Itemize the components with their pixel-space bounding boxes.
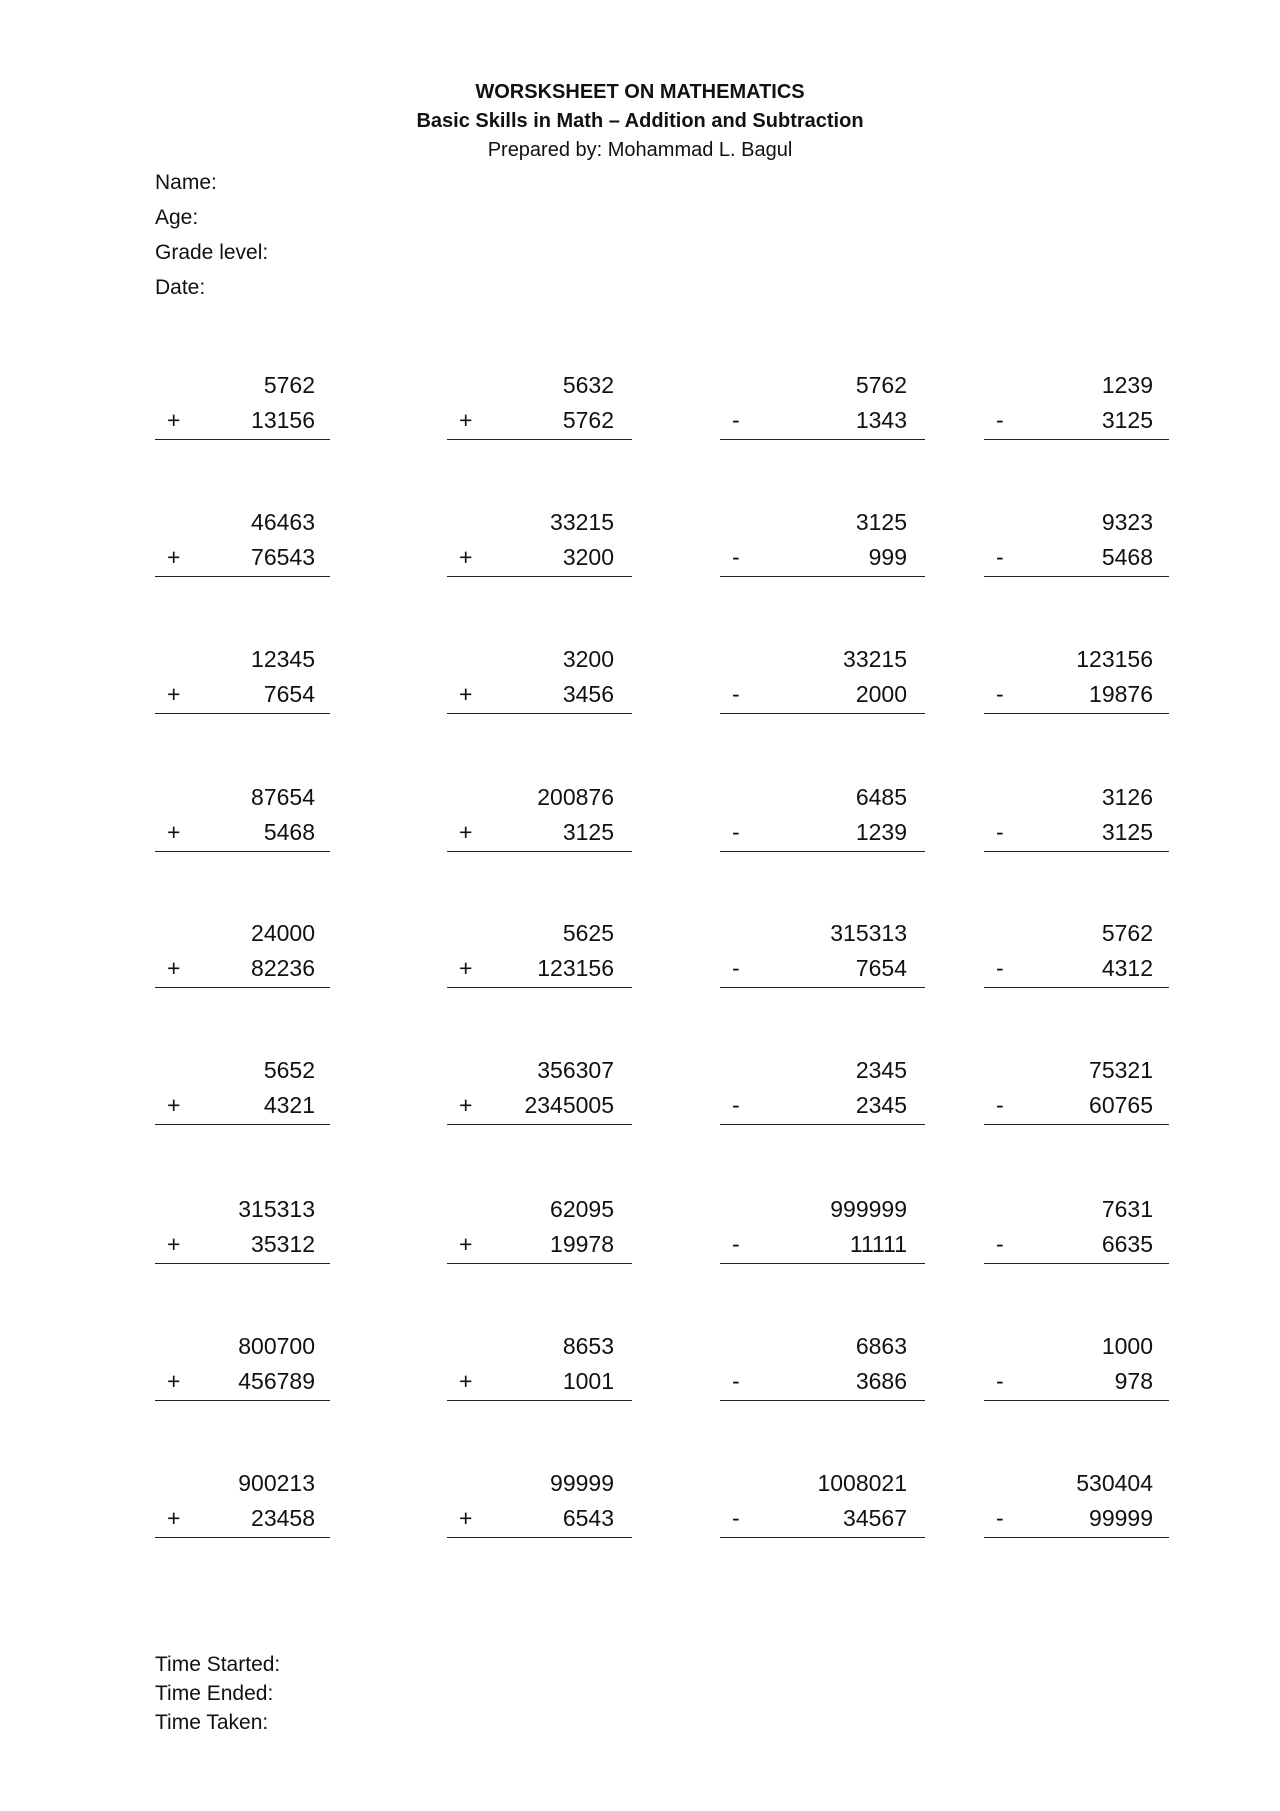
top-number: 356307 bbox=[537, 1057, 614, 1083]
problem-r4-c4 bbox=[984, 782, 1169, 854]
bottom-number: 19876 bbox=[1089, 681, 1153, 707]
minus-operator: - bbox=[732, 544, 740, 570]
top-number: 9323 bbox=[1101, 509, 1153, 535]
worksheet-header bbox=[0, 78, 1280, 165]
top-number: 46463 bbox=[251, 509, 315, 535]
time-taken-label: Time Taken: bbox=[155, 1711, 269, 1734]
top-number: 5762 bbox=[263, 372, 315, 398]
answer-line bbox=[984, 1263, 1169, 1264]
answer-line bbox=[155, 1400, 330, 1401]
minus-operator: - bbox=[732, 681, 740, 707]
bottom-number: 999 bbox=[868, 544, 907, 570]
plus-operator: + bbox=[459, 1092, 473, 1118]
problem-r9-c3 bbox=[720, 1468, 925, 1540]
minus-operator: - bbox=[732, 407, 740, 433]
top-number: 5652 bbox=[263, 1057, 315, 1083]
bottom-number: 1343 bbox=[855, 407, 907, 433]
problem-r1-c4 bbox=[984, 370, 1169, 442]
problem-r1-c1 bbox=[155, 370, 330, 442]
problem-r8-c4 bbox=[984, 1331, 1169, 1403]
bottom-number: 23458 bbox=[251, 1505, 315, 1531]
minus-operator: - bbox=[732, 1092, 740, 1118]
problem-r9-c1 bbox=[155, 1468, 330, 1540]
plus-operator: + bbox=[167, 544, 181, 570]
bottom-number: 3456 bbox=[562, 681, 614, 707]
plus-operator: + bbox=[459, 1505, 473, 1531]
answer-line bbox=[984, 576, 1169, 577]
problem-r7-c1 bbox=[155, 1194, 330, 1266]
bottom-number: 99999 bbox=[1089, 1505, 1153, 1531]
answer-line bbox=[155, 1124, 330, 1125]
problem-r6-c4 bbox=[984, 1055, 1169, 1127]
plus-operator: + bbox=[459, 681, 473, 707]
minus-operator: - bbox=[996, 544, 1004, 570]
bottom-number: 19978 bbox=[550, 1231, 614, 1257]
prepared-by: Prepared by: Mohammad L. Bagul bbox=[487, 139, 793, 161]
student-info-fields bbox=[155, 165, 268, 305]
bottom-number: 3125 bbox=[562, 819, 614, 845]
bottom-number: 82236 bbox=[251, 955, 315, 981]
answer-line bbox=[720, 1263, 925, 1264]
answer-line bbox=[155, 713, 330, 714]
answer-line bbox=[447, 439, 632, 440]
answer-line bbox=[720, 713, 925, 714]
bottom-number: 978 bbox=[1114, 1368, 1153, 1394]
bottom-number: 4321 bbox=[263, 1092, 315, 1118]
answer-line bbox=[155, 851, 330, 852]
problem-r3-c3 bbox=[720, 644, 925, 716]
minus-operator: - bbox=[996, 955, 1004, 981]
problem-r8-c1 bbox=[155, 1331, 330, 1403]
problem-r3-c2 bbox=[447, 644, 632, 716]
problem-r5-c4 bbox=[984, 918, 1169, 990]
bottom-number: 60765 bbox=[1089, 1092, 1153, 1118]
plus-operator: + bbox=[459, 407, 473, 433]
top-number: 3125 bbox=[855, 509, 907, 535]
plus-operator: + bbox=[459, 819, 473, 845]
plus-operator: + bbox=[459, 544, 473, 570]
problem-r4-c3 bbox=[720, 782, 925, 854]
answer-line bbox=[155, 1537, 330, 1538]
plus-operator: + bbox=[459, 1231, 473, 1257]
minus-operator: - bbox=[732, 819, 740, 845]
answer-line bbox=[720, 1124, 925, 1125]
top-number: 5762 bbox=[1101, 920, 1153, 946]
minus-operator: - bbox=[996, 1092, 1004, 1118]
answer-line bbox=[984, 1400, 1169, 1401]
top-number: 1239 bbox=[1101, 372, 1153, 398]
top-number: 2345 bbox=[855, 1057, 907, 1083]
problem-r8-c2 bbox=[447, 1331, 632, 1403]
age-label: Age: bbox=[155, 206, 199, 229]
top-number: 75321 bbox=[1089, 1057, 1153, 1083]
answer-line bbox=[720, 987, 925, 988]
top-number: 3200 bbox=[562, 646, 614, 672]
bottom-number: 11111 bbox=[849, 1231, 907, 1257]
bottom-number: 3686 bbox=[855, 1368, 907, 1394]
plus-operator: + bbox=[167, 407, 181, 433]
problem-r5-c1 bbox=[155, 918, 330, 990]
problem-r7-c4 bbox=[984, 1194, 1169, 1266]
problem-r1-c2 bbox=[447, 370, 632, 442]
top-number: 6485 bbox=[855, 784, 907, 810]
bottom-number: 5762 bbox=[562, 407, 614, 433]
bottom-number: 6635 bbox=[1101, 1231, 1153, 1257]
minus-operator: - bbox=[996, 1505, 1004, 1531]
worksheet-subtitle: Basic Skills in Math – Addition and Subtraction bbox=[416, 110, 864, 132]
bottom-number: 2345 bbox=[855, 1092, 907, 1118]
plus-operator: + bbox=[167, 1092, 181, 1118]
plus-operator: + bbox=[167, 681, 181, 707]
time-fields bbox=[155, 1650, 280, 1737]
minus-operator: - bbox=[732, 1368, 740, 1394]
answer-line bbox=[155, 576, 330, 577]
top-number: 315313 bbox=[238, 1196, 315, 1222]
minus-operator: - bbox=[996, 819, 1004, 845]
answer-line bbox=[447, 1537, 632, 1538]
answer-line bbox=[447, 1124, 632, 1125]
answer-line bbox=[447, 576, 632, 577]
bottom-number: 1001 bbox=[562, 1368, 614, 1394]
problem-r3-c1 bbox=[155, 644, 330, 716]
bottom-number: 1239 bbox=[855, 819, 907, 845]
minus-operator: - bbox=[732, 955, 740, 981]
bottom-number: 3125 bbox=[1101, 819, 1153, 845]
top-number: 5625 bbox=[562, 920, 614, 946]
answer-line bbox=[984, 1124, 1169, 1125]
bottom-number: 2345005 bbox=[524, 1092, 614, 1118]
top-number: 999999 bbox=[830, 1196, 907, 1222]
top-number: 24000 bbox=[251, 920, 315, 946]
problem-r9-c2 bbox=[447, 1468, 632, 1540]
problem-r4-c1 bbox=[155, 782, 330, 854]
problem-r9-c4 bbox=[984, 1468, 1169, 1540]
answer-line bbox=[155, 987, 330, 988]
top-number: 530404 bbox=[1076, 1470, 1153, 1496]
bottom-number: 6543 bbox=[562, 1505, 614, 1531]
answer-line bbox=[984, 851, 1169, 852]
problem-r5-c3 bbox=[720, 918, 925, 990]
problem-r5-c2 bbox=[447, 918, 632, 990]
bottom-number: 3125 bbox=[1101, 407, 1153, 433]
top-number: 99999 bbox=[550, 1470, 614, 1496]
top-number: 5762 bbox=[855, 372, 907, 398]
answer-line bbox=[984, 987, 1169, 988]
answer-line bbox=[447, 713, 632, 714]
top-number: 5632 bbox=[562, 372, 614, 398]
answer-line bbox=[984, 1537, 1169, 1538]
plus-operator: + bbox=[167, 955, 181, 981]
problem-r4-c2 bbox=[447, 782, 632, 854]
plus-operator: + bbox=[459, 955, 473, 981]
answer-line bbox=[720, 439, 925, 440]
top-number: 6863 bbox=[855, 1333, 907, 1359]
minus-operator: - bbox=[996, 407, 1004, 433]
answer-line bbox=[720, 1400, 925, 1401]
top-number: 33215 bbox=[843, 646, 907, 672]
top-number: 800700 bbox=[238, 1333, 315, 1359]
problem-r6-c1 bbox=[155, 1055, 330, 1127]
minus-operator: - bbox=[732, 1231, 740, 1257]
problem-r6-c3 bbox=[720, 1055, 925, 1127]
top-number: 1000 bbox=[1101, 1333, 1153, 1359]
answer-line bbox=[155, 1263, 330, 1264]
problem-r8-c3 bbox=[720, 1331, 925, 1403]
top-number: 87654 bbox=[251, 784, 315, 810]
bottom-number: 13156 bbox=[251, 407, 315, 433]
answer-line bbox=[720, 576, 925, 577]
top-number: 123156 bbox=[1076, 646, 1153, 672]
minus-operator: - bbox=[996, 1368, 1004, 1394]
bottom-number: 7654 bbox=[263, 681, 315, 707]
problem-r7-c3 bbox=[720, 1194, 925, 1266]
problem-r2-c2 bbox=[447, 507, 632, 579]
bottom-number: 2000 bbox=[855, 681, 907, 707]
answer-line bbox=[447, 987, 632, 988]
answer-line bbox=[984, 713, 1169, 714]
minus-operator: - bbox=[996, 1231, 1004, 1257]
top-number: 1008021 bbox=[817, 1470, 907, 1496]
problem-r2-c4 bbox=[984, 507, 1169, 579]
top-number: 7631 bbox=[1101, 1196, 1153, 1222]
answer-line bbox=[720, 851, 925, 852]
time-started-label: Time Started: bbox=[155, 1653, 281, 1676]
worksheet-title: WORSKSHEET ON MATHEMATICS bbox=[475, 81, 805, 103]
plus-operator: + bbox=[167, 1505, 181, 1531]
plus-operator: + bbox=[167, 1231, 181, 1257]
top-number: 200876 bbox=[537, 784, 614, 810]
top-number: 315313 bbox=[830, 920, 907, 946]
plus-operator: + bbox=[167, 1368, 181, 1394]
plus-operator: + bbox=[459, 1368, 473, 1394]
problem-r6-c2 bbox=[447, 1055, 632, 1127]
name-label: Name: bbox=[155, 171, 217, 194]
top-number: 12345 bbox=[251, 646, 315, 672]
bottom-number: 123156 bbox=[537, 955, 614, 981]
problem-r2-c1 bbox=[155, 507, 330, 579]
plus-operator: + bbox=[167, 819, 181, 845]
bottom-number: 5468 bbox=[263, 819, 315, 845]
bottom-number: 7654 bbox=[855, 955, 907, 981]
bottom-number: 34567 bbox=[843, 1505, 907, 1531]
date-label: Date: bbox=[155, 276, 206, 299]
problem-r1-c3 bbox=[720, 370, 925, 442]
answer-line bbox=[984, 439, 1169, 440]
bottom-number: 456789 bbox=[238, 1368, 315, 1394]
answer-line bbox=[155, 439, 330, 440]
bottom-number: 35312 bbox=[251, 1231, 315, 1257]
minus-operator: - bbox=[996, 681, 1004, 707]
bottom-number: 4312 bbox=[1101, 955, 1153, 981]
problem-r7-c2 bbox=[447, 1194, 632, 1266]
bottom-number: 3200 bbox=[562, 544, 614, 570]
top-number: 62095 bbox=[550, 1196, 614, 1222]
bottom-number: 76543 bbox=[251, 544, 315, 570]
problem-r2-c3 bbox=[720, 507, 925, 579]
top-number: 3126 bbox=[1101, 784, 1153, 810]
time-ended-label: Time Ended: bbox=[155, 1682, 274, 1705]
answer-line bbox=[447, 851, 632, 852]
top-number: 33215 bbox=[550, 509, 614, 535]
minus-operator: - bbox=[732, 1505, 740, 1531]
top-number: 8653 bbox=[562, 1333, 614, 1359]
grade-level-label: Grade level: bbox=[155, 241, 269, 264]
problem-r3-c4 bbox=[984, 644, 1169, 716]
bottom-number: 5468 bbox=[1101, 544, 1153, 570]
answer-line bbox=[447, 1400, 632, 1401]
top-number: 900213 bbox=[238, 1470, 315, 1496]
answer-line bbox=[447, 1263, 632, 1264]
answer-line bbox=[720, 1537, 925, 1538]
